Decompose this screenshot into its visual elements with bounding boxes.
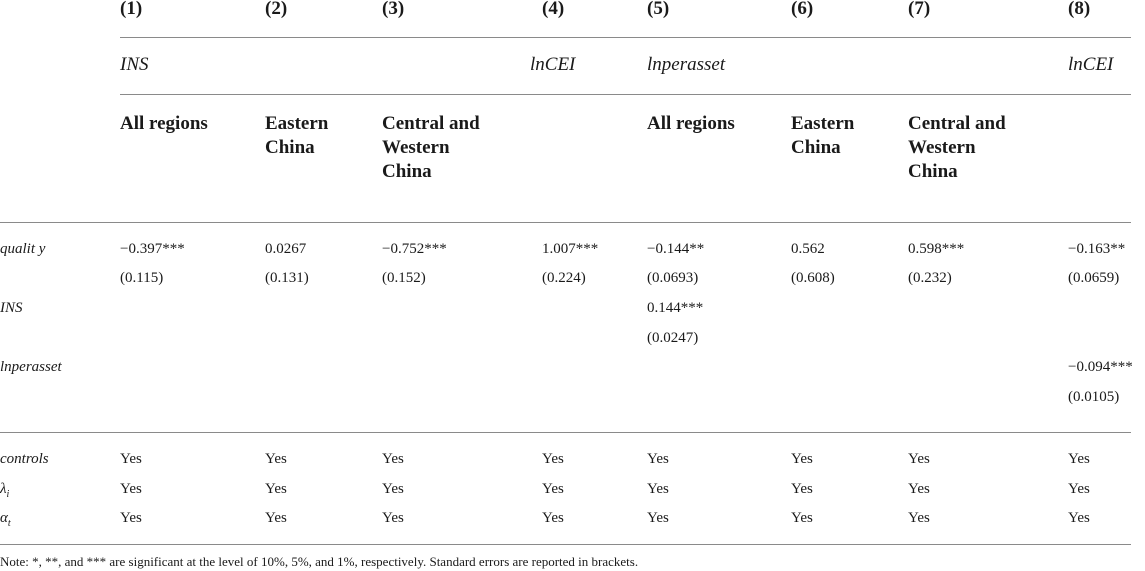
controls-1: Yes	[120, 451, 142, 467]
quality-se-8: (0.0659)	[1068, 270, 1120, 286]
quality-se-2: (0.131)	[265, 270, 309, 286]
controls-3: Yes	[382, 451, 404, 467]
table-bottom-rule	[0, 544, 1131, 545]
quality-se-7: (0.232)	[908, 270, 952, 286]
lambda-4: Yes	[542, 481, 564, 497]
lambda-6: Yes	[791, 481, 813, 497]
controls-8: Yes	[1068, 451, 1090, 467]
controls-5: Yes	[647, 451, 669, 467]
quality-se-6: (0.608)	[791, 270, 835, 286]
controls-4: Yes	[542, 451, 564, 467]
column-header-5: (5)	[647, 0, 670, 19]
lambda-2: Yes	[265, 481, 287, 497]
controls-6: Yes	[791, 451, 813, 467]
subsample-c7: Central and Western China	[908, 113, 1006, 182]
quality-coef-2: 0.0267	[265, 241, 307, 257]
column-header-7: (7)	[908, 0, 931, 19]
quality-coef-4: 1.007***	[542, 241, 599, 257]
subsample-c2: Eastern China	[265, 113, 329, 158]
ins-se-5: (0.0247)	[647, 330, 699, 346]
row-label-lambda	[0, 481, 9, 500]
row-label-alpha	[0, 510, 11, 529]
column-header-6: (6)	[791, 0, 814, 19]
alpha-7: Yes	[908, 510, 930, 526]
subsample-c5: All regions	[647, 113, 735, 134]
lambda-symbol: λ	[0, 481, 7, 497]
quality-coef-6: 0.562	[791, 241, 825, 257]
lambda-8: Yes	[1068, 481, 1090, 497]
subsample-c1: All regions	[120, 113, 208, 134]
column-header-4: (4)	[542, 0, 565, 19]
quality-coef-1: −0.397***	[120, 241, 185, 257]
lnperasset-se-8: (0.0105)	[1068, 389, 1120, 405]
ins-coef-5: 0.144***	[647, 300, 704, 316]
quality-se-4: (0.224)	[542, 270, 586, 286]
table-footnote: Note: *, **, and *** are significant at the level of 10%, 5%, and 1%, respectively. Standard errors are reported in brackets.	[0, 554, 639, 569]
alpha-4: Yes	[542, 510, 564, 526]
column-header-1: (1)	[120, 0, 143, 19]
row-label-controls: controls	[0, 451, 49, 467]
column-header-8: (8)	[1068, 0, 1091, 19]
alpha-6: Yes	[791, 510, 813, 526]
lambda-subscript: i	[6, 489, 10, 500]
lambda-1: Yes	[120, 481, 142, 497]
header-bottom-rule	[0, 222, 1131, 223]
alpha-3: Yes	[382, 510, 404, 526]
alpha-subscript: t	[7, 518, 11, 529]
dependent-var-c5: lnperasset	[647, 54, 726, 75]
alpha-symbol: α	[0, 510, 8, 526]
quality-se-3: (0.152)	[382, 270, 426, 286]
lambda-5: Yes	[647, 481, 669, 497]
controls-7: Yes	[908, 451, 930, 467]
lambda-7: Yes	[908, 481, 930, 497]
quality-se-5: (0.0693)	[647, 270, 699, 286]
body-rule	[0, 432, 1131, 433]
row-label-quality: qualit y	[0, 241, 46, 257]
quality-se-1: (0.115)	[120, 270, 164, 286]
alpha-2: Yes	[265, 510, 287, 526]
header-rule-2	[120, 94, 1131, 95]
lambda-3: Yes	[382, 481, 404, 497]
header-rule-1	[120, 37, 1131, 38]
column-header-3: (3)	[382, 0, 405, 19]
alpha-1: Yes	[120, 510, 142, 526]
quality-coef-5: −0.144**	[647, 241, 705, 257]
subsample-c3: Central and Western China	[382, 113, 480, 182]
column-header-2: (2)	[265, 0, 288, 19]
dependent-var-c1: INS	[120, 54, 149, 75]
dependent-var-c4: lnCEI	[530, 54, 576, 75]
quality-coef-7: 0.598***	[908, 241, 965, 257]
dependent-var-c8: lnCEI	[1068, 54, 1114, 75]
row-label-lnperasset: lnperasset	[0, 359, 62, 375]
subsample-c6: Eastern China	[791, 113, 855, 158]
controls-2: Yes	[265, 451, 287, 467]
quality-coef-3: −0.752***	[382, 241, 447, 257]
quality-coef-8: −0.163**	[1068, 241, 1126, 257]
row-label-ins: INS	[0, 300, 23, 316]
lnperasset-coef-8: −0.094***	[1068, 359, 1133, 375]
alpha-5: Yes	[647, 510, 669, 526]
alpha-8: Yes	[1068, 510, 1090, 526]
